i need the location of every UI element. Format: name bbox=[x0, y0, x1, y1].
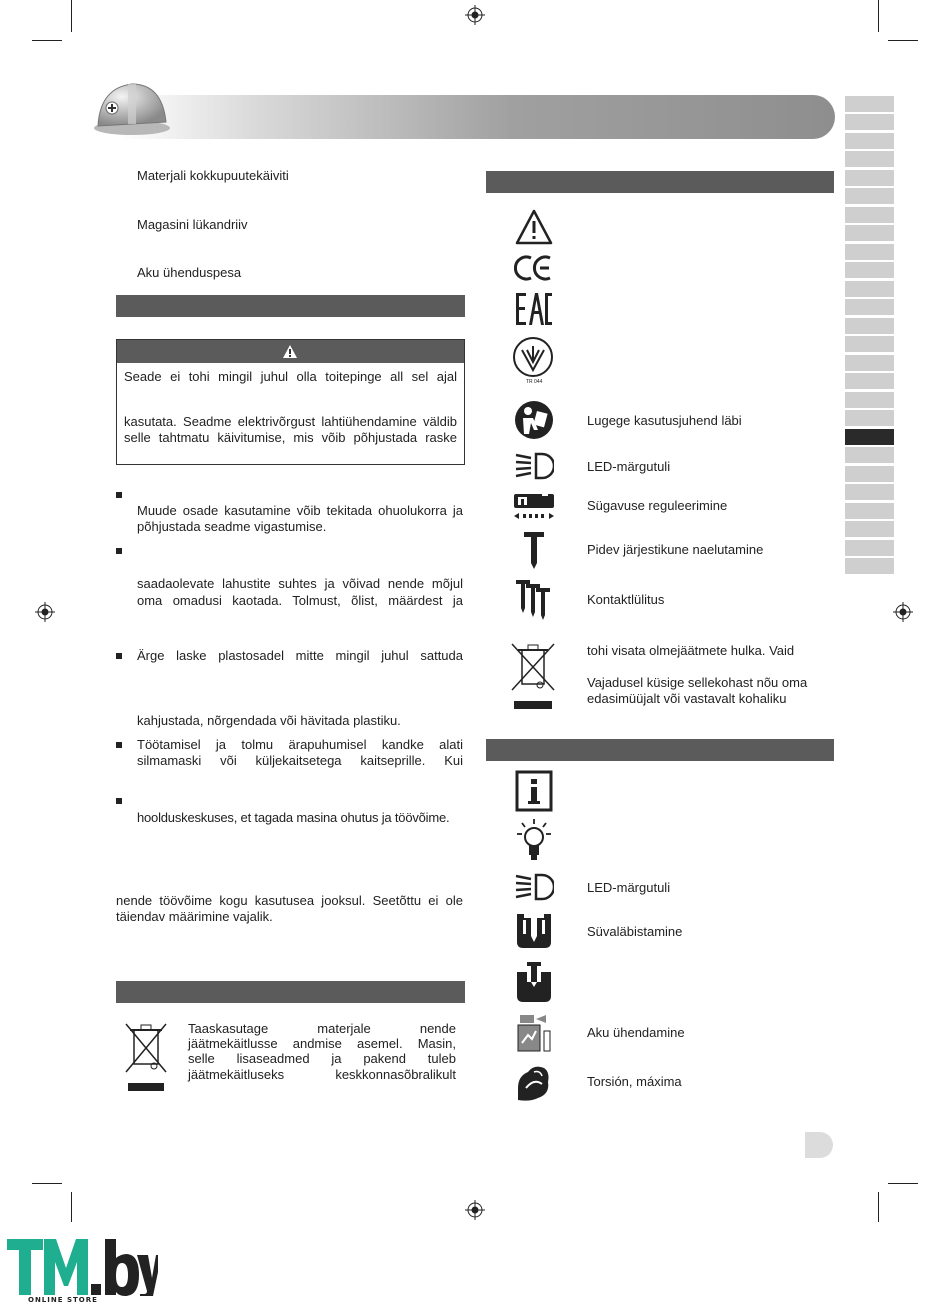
language-tab[interactable] bbox=[845, 281, 894, 297]
bullet-marker bbox=[116, 742, 122, 748]
language-tab[interactable] bbox=[845, 447, 894, 463]
section-bar bbox=[116, 981, 465, 1003]
language-tab[interactable] bbox=[845, 170, 894, 186]
warning-text: selle tahtmatu käivitumise, mis võib põhjustada raske bbox=[124, 430, 457, 445]
language-tab[interactable] bbox=[845, 207, 894, 223]
registration-mark-icon bbox=[465, 5, 485, 25]
crop-mark bbox=[32, 1183, 62, 1184]
language-tab[interactable] bbox=[845, 244, 894, 260]
bullet-text: kahjustada, nõrgendada või hävitada plastiku. bbox=[137, 713, 401, 728]
recycle-text: jäätmekäitluseks keskkonnasõbralikult bbox=[188, 1067, 456, 1082]
language-tab[interactable] bbox=[845, 484, 894, 500]
part-label: Materjali kokkupuutekäiviti bbox=[137, 168, 289, 183]
multi-nail-icon bbox=[514, 578, 554, 620]
symbol-label: Lugege kasutusjuhend läbi bbox=[587, 413, 742, 428]
bullet-text: põhjustada seadme vigastumise. bbox=[137, 519, 327, 534]
language-tab[interactable] bbox=[845, 355, 894, 371]
weee-text: tohi visata olmejäätmete hulka. Vaid bbox=[587, 643, 795, 658]
language-tab[interactable] bbox=[845, 521, 894, 537]
single-nail-icon bbox=[520, 530, 548, 570]
crop-mark bbox=[878, 0, 879, 32]
language-tab[interactable] bbox=[845, 373, 894, 389]
language-tab[interactable] bbox=[845, 299, 894, 315]
info-icon bbox=[515, 770, 553, 812]
language-tab[interactable] bbox=[845, 96, 894, 112]
bullet-marker bbox=[116, 492, 122, 498]
bullet-marker bbox=[116, 548, 122, 554]
eac-mark-icon bbox=[514, 291, 554, 327]
warning-box bbox=[116, 339, 465, 465]
flush-nail-icon bbox=[515, 960, 553, 1004]
weee-bin-icon bbox=[508, 640, 558, 712]
ce-mark-icon bbox=[514, 254, 554, 282]
language-tab[interactable] bbox=[845, 114, 894, 130]
warning-triangle-icon bbox=[282, 344, 298, 359]
svg-text:TR 044: TR 044 bbox=[526, 379, 543, 384]
bullet-text: silmamaski või küljekaitsetega kaitseprille. Kui bbox=[137, 753, 463, 768]
ukraine-conformity-icon bbox=[510, 336, 556, 384]
language-tab[interactable] bbox=[845, 540, 894, 556]
language-tab-active[interactable] bbox=[845, 429, 894, 445]
bullet-text: Töötamisel ja tolmu ärapuhumisel kandke alati bbox=[137, 737, 463, 752]
language-tab[interactable] bbox=[845, 262, 894, 278]
warning-text: kasutata. Seadme elektrivõrgust lahtiühendamine väldib bbox=[124, 414, 457, 429]
read-manual-icon bbox=[514, 400, 554, 440]
section-bar bbox=[486, 739, 834, 761]
crop-mark bbox=[878, 1192, 879, 1222]
weee-bin-icon bbox=[122, 1020, 170, 1094]
led-light-icon bbox=[514, 451, 554, 481]
tmby-logo bbox=[4, 1236, 158, 1304]
led-light-icon bbox=[514, 872, 554, 902]
language-tab[interactable] bbox=[845, 225, 894, 241]
language-tab[interactable] bbox=[845, 336, 894, 352]
language-tab[interactable] bbox=[845, 410, 894, 426]
weee-text: edasimüüjalt või vastavalt kohaliku bbox=[587, 691, 787, 706]
language-tab[interactable] bbox=[845, 188, 894, 204]
bullet-text: saadaolevate lahustite suhtes ja võivad nende mõjul bbox=[137, 576, 463, 591]
language-tab[interactable] bbox=[845, 503, 894, 519]
language-tab[interactable] bbox=[845, 318, 894, 334]
symbol-label: Süvaläbistamine bbox=[587, 924, 683, 939]
crop-mark bbox=[888, 40, 918, 41]
countersink-icon bbox=[515, 912, 553, 950]
language-tab[interactable] bbox=[845, 392, 894, 408]
warning-text: Seade ei tohi mingil juhul olla toitepinge all sel ajal bbox=[124, 369, 457, 384]
language-tab[interactable] bbox=[845, 133, 894, 149]
symbol-label: Sügavuse reguleerimine bbox=[587, 498, 728, 513]
language-tab[interactable] bbox=[845, 151, 894, 167]
part-label: Aku ühenduspesa bbox=[137, 265, 242, 280]
safety-helmet-icon bbox=[90, 70, 172, 140]
symbol-label: LED-märgutuli bbox=[587, 880, 671, 895]
bullet-text: hoolduskeskuses, et tagada masina ohutus ja töövõime. bbox=[137, 810, 450, 825]
crop-mark bbox=[32, 40, 62, 41]
symbol-label: Torsión, máxima bbox=[587, 1074, 682, 1089]
part-label: Magasini lükandriiv bbox=[137, 217, 248, 232]
symbol-label: Aku ühendamine bbox=[587, 1025, 685, 1040]
symbol-label: Kontaktlülitus bbox=[587, 592, 665, 607]
bullet-marker bbox=[116, 653, 122, 659]
language-tab[interactable] bbox=[845, 466, 894, 482]
symbol-label: LED-märgutuli bbox=[587, 459, 671, 474]
registration-mark-icon bbox=[465, 1200, 485, 1220]
crop-mark bbox=[888, 1183, 918, 1184]
warning-triangle-icon bbox=[514, 208, 554, 246]
bullet-text: Muude osade kasutamine võib tekitada ohuolukorra ja bbox=[137, 503, 463, 518]
svg-text:ONLINE STORE: ONLINE STORE bbox=[28, 1296, 98, 1304]
section-bar bbox=[486, 171, 834, 193]
registration-mark-icon bbox=[893, 602, 913, 622]
warning-box-header bbox=[117, 340, 464, 363]
header-banner bbox=[118, 95, 835, 139]
recycle-text: jäätmekäitlusse andmise asemel. Masin, bbox=[188, 1036, 456, 1051]
bullet-marker bbox=[116, 798, 122, 804]
max-torque-icon bbox=[514, 1062, 554, 1102]
recycle-text: selle lisaseadmed ja pakend tuleb bbox=[188, 1051, 456, 1066]
depth-adjust-icon bbox=[512, 490, 556, 522]
crop-mark bbox=[71, 0, 72, 32]
page-number-tab bbox=[805, 1132, 833, 1158]
bullet-text: Ärge laske plastosadel mitte mingil juhul sattuda bbox=[137, 648, 463, 663]
paragraph-text: täiendav määrimine vajalik. bbox=[116, 909, 273, 924]
tip-bulb-icon bbox=[515, 818, 553, 862]
weee-text: Vajadusel küsige sellekohast nõu oma bbox=[587, 675, 808, 690]
symbol-label: Pidev järjestikune naelutamine bbox=[587, 542, 764, 557]
paragraph-text: nende töövõime kogu kasutusea jooksul. Seetõttu ei ole bbox=[116, 893, 463, 908]
battery-connect-icon bbox=[514, 1013, 554, 1053]
bullet-text: oma omadusi kaotada. Tolmust, õlist, määrdest ja bbox=[137, 593, 463, 608]
registration-mark-icon bbox=[35, 602, 55, 622]
section-bar bbox=[116, 295, 465, 317]
crop-mark bbox=[71, 1192, 72, 1222]
language-tab[interactable] bbox=[845, 558, 894, 574]
recycle-text: Taaskasutage materjale nende bbox=[188, 1021, 456, 1036]
